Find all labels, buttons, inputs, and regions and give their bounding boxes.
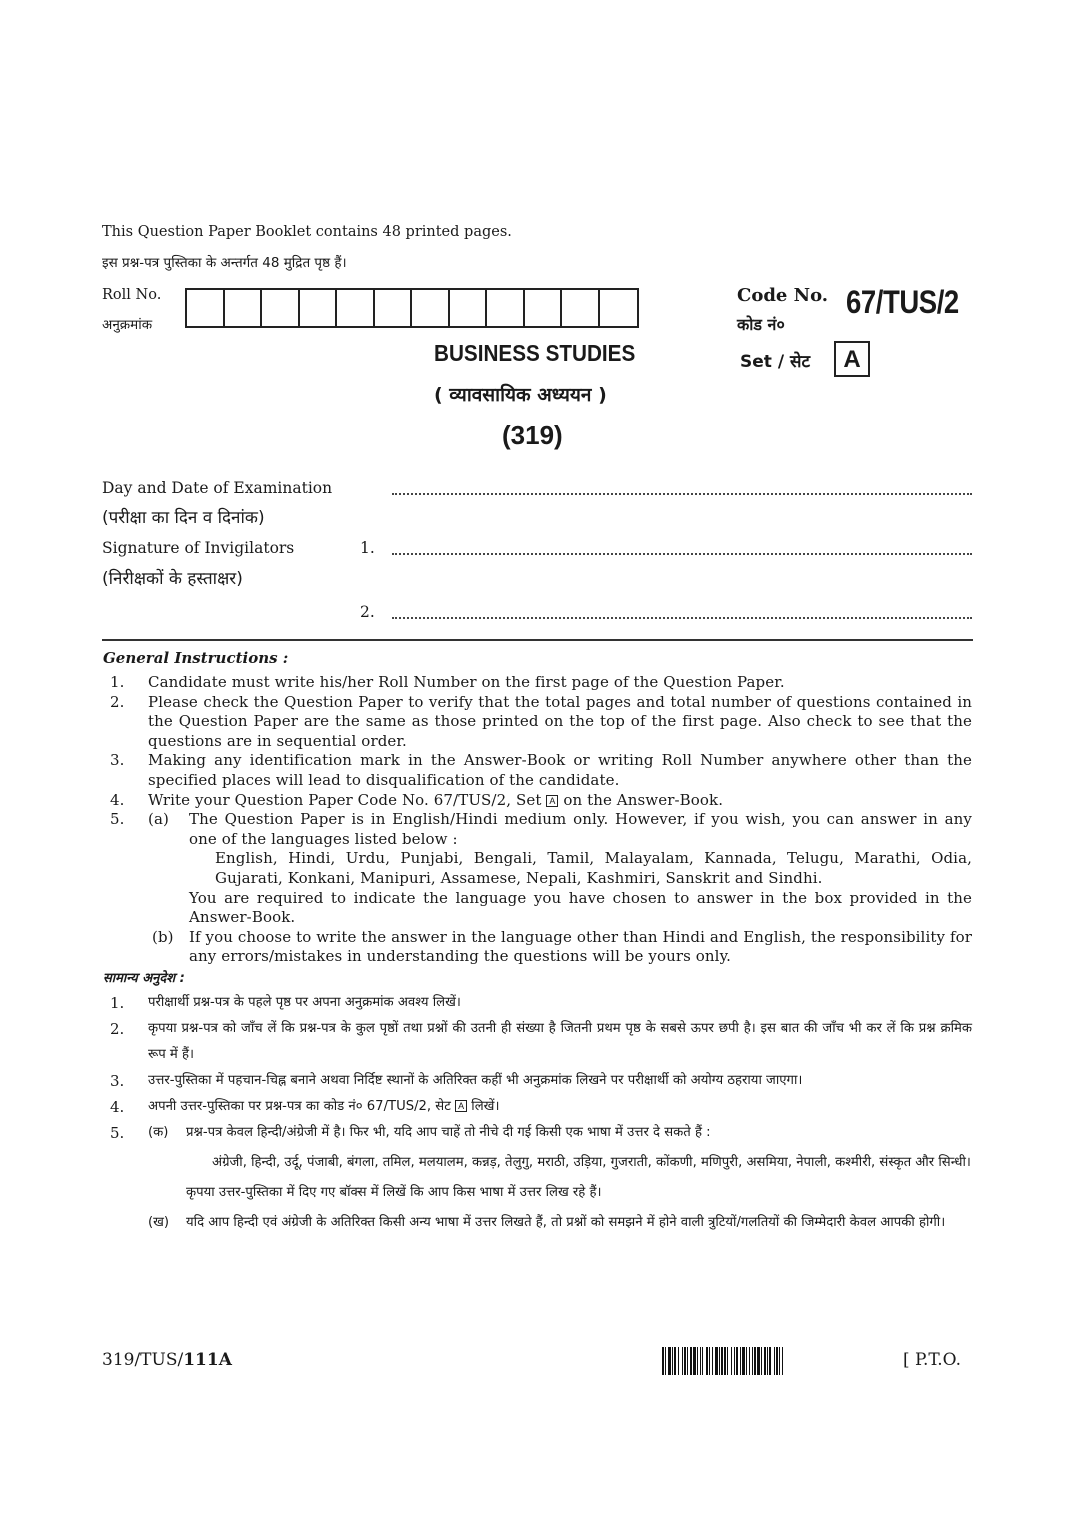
pages-note-hi: इस प्रश्न-पत्र पुस्तिका के अन्तर्गत 48 मुद्रित पृष्ठ हैं।: [102, 255, 347, 271]
general-instructions-heading: General Instructions :: [103, 649, 289, 667]
item-number: 1.: [110, 994, 125, 1012]
item-text-part: Write your Question Paper Code No. 67/TUS/2, Set: [148, 790, 542, 809]
item-text: Candidate must write his/her Roll Number on the first page of the Question Paper.: [148, 673, 785, 691]
roll-label-en: Roll No.: [102, 287, 162, 303]
footer-paper-code: [102, 1350, 232, 1370]
item-number: 2.: [110, 1020, 125, 1038]
sub-item-marker: (a): [148, 810, 169, 829]
set-value-box: A: [834, 341, 870, 377]
item-number: 5.: [110, 810, 125, 829]
subject-code: (319): [502, 420, 563, 450]
english-instructions: [110, 673, 972, 967]
signature-label-en: Signature of Invigilators: [102, 539, 295, 557]
pages-note-en: This Question Paper Booklet contains 48 printed pages.: [102, 224, 512, 240]
sub-item-text: The Question Paper is in English/Hindi medium only. However, if you wish, you can answer in any one of the languages listed below :: [189, 810, 972, 848]
item-number: 1.: [110, 673, 125, 691]
instruction-item: [110, 1094, 972, 1120]
roll-cell[interactable]: [300, 290, 338, 326]
instruction-item: [110, 928, 972, 967]
day-date-label-hi: (परीक्षा का दिन व दिनांक): [102, 508, 265, 528]
signature-2-line[interactable]: [392, 617, 972, 619]
instruction-item: [110, 990, 972, 1016]
instruction-item: [110, 1120, 972, 1206]
item-text-part: लिखें।: [471, 1099, 500, 1114]
signature-1-number: 1.: [360, 539, 375, 557]
signature-1-line[interactable]: [392, 553, 972, 555]
sub-item-note: कृपया उत्तर-पुस्तिका में दिए गए बॉक्स में लिखें कि आप किस भाषा में उत्तर लिख रहे हैं।: [186, 1185, 602, 1200]
roll-number-grid[interactable]: [185, 288, 639, 328]
hindi-instructions: [110, 990, 972, 1236]
item-number: 5.: [110, 1124, 125, 1142]
item-text: Please check the Question Paper to verify that the total pages and total number of questions contained in the Question Paper are the same as those printed on the top of the first page. Also check to see that the questions are in sequential order.: [148, 692, 972, 750]
instruction-item: [110, 810, 972, 928]
instruction-item: [110, 1016, 972, 1068]
roll-cell[interactable]: [375, 290, 413, 326]
item-number: 2.: [110, 692, 125, 711]
signature-2-number: 2.: [360, 603, 375, 621]
roll-cell[interactable]: [412, 290, 450, 326]
language-list: English, Hindi, Urdu, Punjabi, Bengali, Tamil, Malayalam, Kannada, Telugu, Marathi, Odia, Gujarati, Konkani, Manipuri, Assamese, Nepali, Kashmiri, Sanskrit and Sindhi.: [215, 849, 972, 887]
sub-item-text: यदि आप हिन्दी एवं अंग्रेजी के अतिरिक्त किसी अन्य भाषा में उत्तर लिखते हैं, तो प्रश्नों को समझने में होने वाली त्रुटियों/गलतियों की जिम्मेदारी केवल आपकी होगी।: [186, 1215, 946, 1230]
item-number: 3.: [110, 1072, 125, 1090]
roll-cell[interactable]: [187, 290, 225, 326]
roll-cell[interactable]: [337, 290, 375, 326]
code-number: 67/TUS/2: [846, 284, 959, 320]
pto-label: [ P.T.O.: [903, 1350, 962, 1370]
sub-item-marker: (b): [152, 927, 174, 946]
item-text: कृपया प्रश्न-पत्र को जाँच लें कि प्रश्न-पत्र के कुल पृष्ठों तथा प्रश्नों की उतनी ही संख्या है जितनी प्रथम पृष्ठ के सबसे ऊपर छपी है। इस बात की जाँच भी कर लें कि प्रश्न क्रमिक रूप में हैं।: [148, 1021, 972, 1062]
item-number: 4.: [110, 790, 125, 809]
day-date-line[interactable]: [392, 493, 972, 495]
set-box-inline: A: [455, 1100, 467, 1112]
roll-cell[interactable]: [225, 290, 263, 326]
item-text: [148, 791, 723, 811]
instruction-item: [110, 673, 972, 693]
day-date-label-en: Day and Date of Examination: [102, 479, 333, 497]
item-text-part: अपनी उत्तर-पुस्तिका पर प्रश्न-पत्र का कोड नं० 67/TUS/2, सेट: [148, 1099, 451, 1114]
item-number: 4.: [110, 1098, 125, 1116]
roll-cell[interactable]: [450, 290, 488, 326]
subject-title-en: BUSINESS STUDIES: [434, 340, 636, 366]
sub-item-text: प्रश्न-पत्र केवल हिन्दी/अंग्रेजी में है। फिर भी, यदि आप चाहें तो नीचे दी गई किसी एक भाषा में उत्तर दे सकते हैं :: [186, 1125, 711, 1140]
code-label-hi: कोड नं०: [737, 315, 785, 334]
instruction-item: [110, 693, 972, 752]
instruction-item: [110, 1210, 972, 1236]
roll-label-hi: अनुक्रमांक: [102, 317, 153, 333]
item-text: Making any identification mark in the Answer-Book or writing Roll Number anywhere other than the specified places will lead to disqualification of the candidate.: [148, 751, 972, 789]
language-list: अंग्रेजी, हिन्दी, उर्दू, पंजाबी, बंगला, तमिल, मलयालम, कन्नड़, तेलुगु, मराठी, उड़िया, गुजराती, कोंकणी, मणिपुरी, असमिया, नेपाली, कश्मीरी, संस्कृत और सिन्धी।: [212, 1155, 971, 1170]
signature-label-hi: (निरीक्षकों के हस्ताक्षर): [102, 569, 243, 589]
item-number: 3.: [110, 751, 125, 770]
sub-item-marker: (क): [148, 1125, 169, 1140]
roll-cell[interactable]: [262, 290, 300, 326]
subject-title-hi: ( व्यावसायिक अध्ययन ): [434, 384, 607, 406]
code-label-en: Code No.: [737, 285, 829, 306]
item-text: उत्तर-पुस्तिका में पहचान-चिह्न बनाने अथवा निर्दिष्ट स्थानों के अतिरिक्त कहीं भी अनुक्रमांक लिखने पर परीक्षार्थी को अयोग्य ठहराया जाएगा।: [148, 1073, 803, 1088]
roll-cell[interactable]: [562, 290, 600, 326]
set-box-inline: A: [546, 795, 558, 807]
instruction-item: [110, 791, 972, 811]
divider: [102, 639, 973, 641]
footer-code-bold: 111A: [183, 1350, 232, 1370]
item-text: [148, 1094, 499, 1120]
sub-item-text: If you choose to write the answer in the language other than Hindi and English, the responsibility for any errors/mistakes in understanding the questions will be yours only.: [189, 927, 972, 966]
instruction-item: [110, 1068, 972, 1094]
instruction-item: [110, 751, 972, 790]
footer-code-plain: 319/TUS/: [102, 1350, 184, 1370]
sub-item-marker: (ख): [148, 1215, 170, 1230]
roll-cell[interactable]: [525, 290, 563, 326]
roll-cell[interactable]: [600, 290, 638, 326]
roll-cell[interactable]: [487, 290, 525, 326]
item-text: परीक्षार्थी प्रश्न-पत्र के पहले पृष्ठ पर अपना अनुक्रमांक अवश्य लिखें।: [148, 995, 461, 1010]
item-text-part: on the Answer-Book.: [563, 790, 724, 809]
sub-item-note: You are required to indicate the language you have chosen to answer in the box provided in the Answer-Book.: [189, 888, 972, 927]
hindi-instructions-heading: सामान्य अनुदेश :: [103, 971, 185, 986]
set-label: Set / सेट: [740, 352, 811, 372]
barcode: [662, 1347, 888, 1375]
